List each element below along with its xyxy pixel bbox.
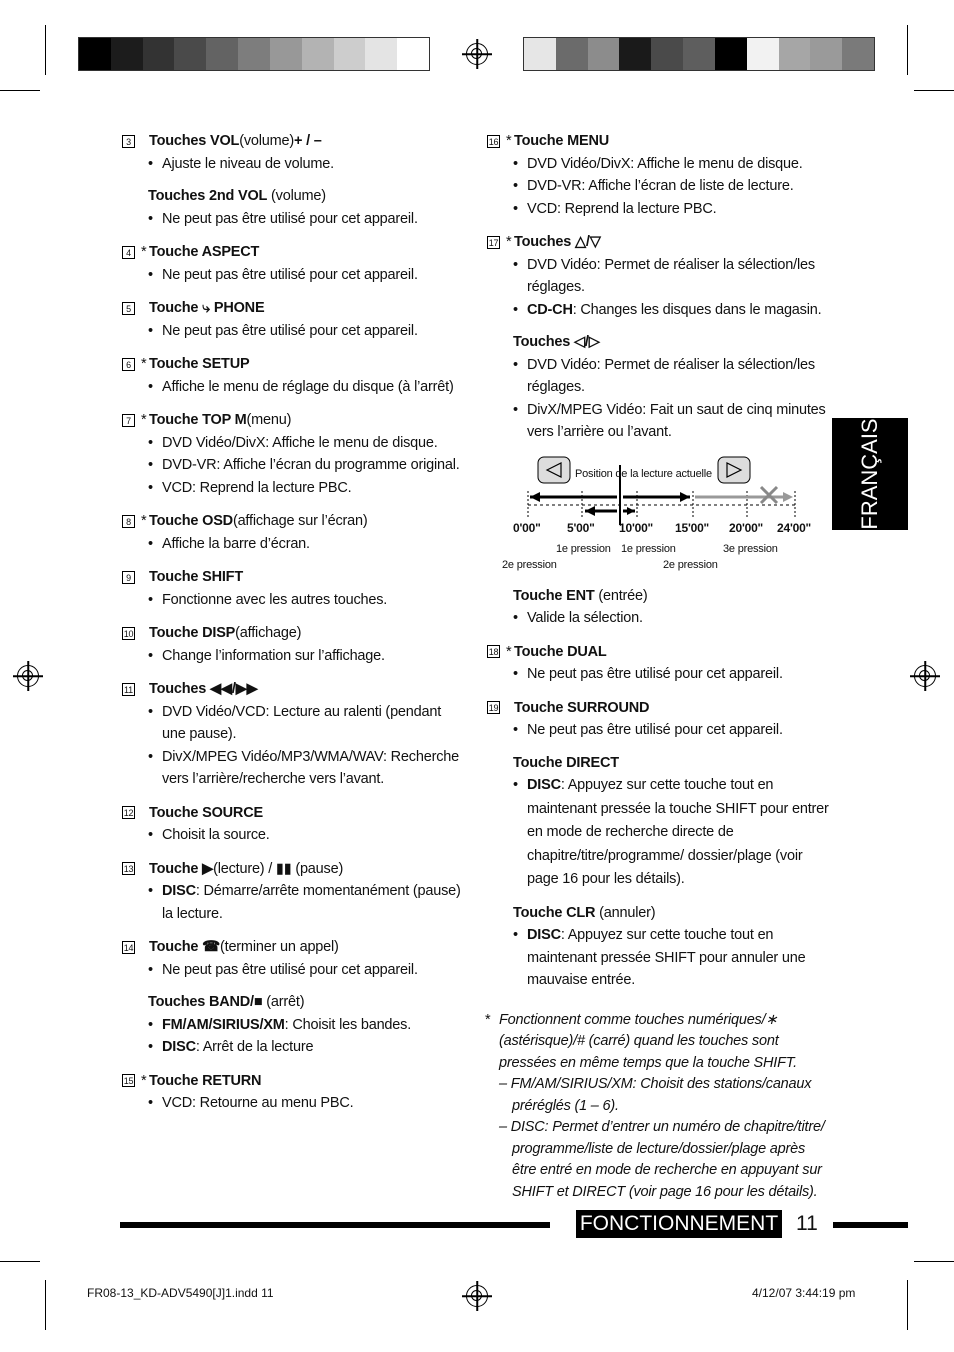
- color-swatch: [238, 38, 270, 70]
- tick-label: 0'00": [513, 520, 541, 535]
- registration-mark-icon: [466, 43, 488, 65]
- bullet-item: • DVD Vidéo: Permet de réaliser la sélection/les réglages.: [527, 254, 830, 299]
- right-column: [485, 130, 830, 1203]
- item-number: 17: [488, 237, 499, 248]
- color-swatch: [206, 38, 238, 70]
- press-label: 2e pression: [502, 558, 557, 571]
- entry-title: Touche SETUP: [149, 356, 250, 372]
- color-swatch: [111, 38, 143, 70]
- seek-diagram: [485, 455, 830, 575]
- sub-heading: Touche CLR (annuler): [513, 904, 656, 921]
- bullet-item: • Valide la sélection.: [527, 607, 830, 630]
- color-swatch: [683, 38, 715, 70]
- bullet-item: • Change l’information sur l’affichage.: [162, 645, 465, 668]
- color-swatch: [524, 38, 556, 70]
- bullet-item: • DVD Vidéo/VCD: Lecture au ralenti (pendant une pause).: [162, 701, 465, 746]
- tick-label: 20'00": [729, 520, 764, 535]
- bullet-item: • DivX/MPEG Vidéo: Fait un saut de cinq minutes vers l’arrière ou l’avant.: [527, 399, 830, 444]
- bullet-item: • Choisit la source.: [162, 824, 465, 847]
- bullet-item: • VCD: Reprend la lecture PBC.: [527, 198, 830, 221]
- bullet-item: • Ne peut pas être utilisé pour cet appareil.: [162, 320, 465, 343]
- entry-title: Touche DUAL: [514, 643, 607, 660]
- bullet-item: • VCD: Retourne au menu PBC.: [162, 1092, 465, 1115]
- forward-button-icon: [718, 457, 750, 483]
- entry-12: [120, 802, 465, 847]
- bullet-item: • Ne peut pas être utilisé pour cet appareil.: [162, 208, 465, 231]
- color-swatch: [365, 38, 397, 70]
- entry-7: 7 * Touche TOP M (menu) • DVD Vidéo/DivX: Affiche le menu de disque. • DVD-VR: Affiche l’écran du programme original. • VCD: Reprend la lecture PBC.: [120, 409, 465, 499]
- crop-mark: [914, 1261, 954, 1262]
- footnote: * Fonctionnent comme touches numériques/∗ (astérisque)/# (carré) quand les touches sont pressées en même temps que la touche SHIFT. – FM/AM/SIRIUS/XM: Choisit des stations/canaux préréglés (1 – 6). – DISC: Permet d’entrer un numéro de chapitre/titre/ programme/liste de lecture/dossier/plage après être entré en mode de recherche en appuyant sur SHIFT et DIRECT (voir page 16 pour les détails).: [485, 1011, 825, 1200]
- bullet-item: • DISC: Démarre/arrête momentanément (pause) la lecture.: [162, 880, 465, 925]
- bullet-item: • FM/AM/SIRIUS/XM: Choisit les bandes.: [162, 1014, 465, 1037]
- language-tab: FRANÇAIS: [832, 418, 908, 530]
- entry-title: Touche SHIFT: [149, 569, 243, 585]
- color-swatch: [747, 38, 779, 70]
- item-number: 19: [488, 703, 499, 714]
- item-number: 14: [123, 942, 134, 953]
- crop-mark: [45, 25, 46, 75]
- entry-title: Touche OSD: [149, 513, 233, 529]
- entry-19: [485, 697, 830, 992]
- footer-rule: [833, 1222, 908, 1228]
- bullet-item: • Ne peut pas être utilisé pour cet appareil.: [162, 264, 465, 287]
- entry-title: Touche ⤷ PHONE: [149, 300, 265, 316]
- color-swatch: [556, 38, 588, 70]
- item-number: 13: [123, 864, 134, 875]
- press-label: 2e pression: [663, 558, 718, 571]
- registration-mark-icon: [466, 1285, 488, 1307]
- item-number: 8: [122, 515, 135, 528]
- slug-file: FR08-13_KD-ADV5490[J]1.indd 11: [87, 1286, 274, 1300]
- bullet-item: • DISC: Appuyez sur cette touche tout en maintenant pressée la touche SHIFT pour entrer en mode de recherche directe de chapitre/titre/programme/ dossier/plage (voir page 16 pour les détails).: [527, 774, 830, 892]
- footer-rule: [120, 1222, 550, 1228]
- entry-10: 10 Touche DISP (affichage) • Change l’information sur l’affichage.: [120, 622, 465, 667]
- entry-15: 15 * Touche RETURN • VCD: Retourne au menu PBC.: [120, 1070, 465, 1115]
- entry-title: Touches △/▽: [514, 234, 601, 250]
- page-number: 11: [796, 1212, 818, 1235]
- tick-label: 24'00": [777, 520, 812, 535]
- entry-4: 4 * Touche ASPECT • Ne peut pas être utilisé pour cet appareil.: [120, 241, 465, 286]
- entry-6: 6 * Touche SETUP • Affiche le menu de réglage du disque (à l’arrêt): [120, 353, 465, 398]
- crop-mark: [907, 25, 908, 75]
- color-swatch: [397, 38, 429, 70]
- bullet-item: • Affiche le menu de réglage du disque (à l’arrêt): [162, 376, 465, 399]
- diagram-caption: Position de la lecture actuelle: [575, 467, 712, 480]
- entry-14: 14 Touche ☎ (terminer un appel) • Ne peut pas être utilisé pour cet appareil. Touches BAND/■ (arrêt) • FM/AM/SIRIUS/XM: Choisit les bandes. • DISC: Arrêt de la lecture: [120, 936, 465, 1059]
- entry-title: Touche RETURN: [149, 1072, 262, 1089]
- entry-title: Touche ▶: [149, 860, 214, 877]
- entry-title: Touche ASPECT: [149, 244, 260, 260]
- item-number: 15: [123, 1076, 134, 1087]
- sub-heading: Touches 2nd VOL (volume): [148, 188, 326, 204]
- entry-title: Touches ◀◀/▶▶: [149, 681, 258, 697]
- entry-11: [120, 678, 465, 791]
- entry-title: Touche DISP: [149, 625, 236, 641]
- color-bar-left: [78, 37, 430, 71]
- sub-heading: Touche DIRECT: [513, 754, 619, 771]
- bullet-item: • DVD Vidéo: Permet de réaliser la sélection/les réglages.: [527, 354, 830, 399]
- slug-date: 4/12/07 3:44:19 pm: [752, 1286, 856, 1300]
- bullet-item: • DVD Vidéo/DivX: Affiche le menu de disque.: [162, 432, 465, 455]
- bullet-item: • DISC: Appuyez sur cette touche tout en maintenant pressée SHIFT pour annuler une mauvaise entrée.: [527, 924, 830, 992]
- crop-mark: [0, 90, 40, 91]
- registration-mark-icon: [17, 665, 39, 687]
- item-number: 5: [122, 302, 135, 315]
- crop-mark: [45, 1280, 46, 1330]
- color-swatch: [143, 38, 175, 70]
- bullet-item: • Ajuste le niveau de volume.: [162, 153, 465, 176]
- bullet-item: • DVD-VR: Affiche l’écran du programme original.: [162, 454, 465, 477]
- entry-title: Touche SOURCE: [149, 804, 263, 821]
- bullet-item: • CD-CH: Changes les disques dans le magasin.: [527, 299, 830, 322]
- color-swatch: [651, 38, 683, 70]
- bullet-item: • VCD: Reprend la lecture PBC.: [162, 477, 465, 500]
- bullet-item: • DVD Vidéo/DivX: Affiche le menu de disque.: [527, 153, 830, 176]
- sub-heading: Touches ◁/▷: [513, 334, 600, 350]
- entry-title: Touche MENU: [514, 133, 610, 149]
- color-swatch: [302, 38, 334, 70]
- entry-16: 16 * Touche MENU • DVD Vidéo/DivX: Affiche le menu de disque. • DVD-VR: Affiche l’écran de liste de lecture. • VCD: Reprend la lecture PBC.: [485, 130, 830, 220]
- entry-9: [120, 566, 465, 611]
- color-swatch: [334, 38, 366, 70]
- item-number: 9: [122, 571, 135, 584]
- entry-17: 17 * Touches △/▽ • DVD Vidéo: Permet de réaliser la sélection/les réglages. • CD-CH: Changes les disques dans le magasin. Touches ◁/▷ • DVD Vidéo: Permet de réaliser la sélection/les réglages. • DivX/MPEG Vidéo: Fait un saut de cinq minutes vers l’arrière ou l’avant.: [485, 231, 830, 444]
- crop-mark: [914, 90, 954, 91]
- item-number: 4: [122, 246, 135, 259]
- bullet-item: • Fonctionne avec les autres touches.: [162, 589, 465, 612]
- bullet-item: • Affiche la barre d’écran.: [162, 533, 465, 556]
- color-swatch: [79, 38, 111, 70]
- bullet-item: • DISC: Arrêt de la lecture: [162, 1036, 465, 1059]
- entry-18: 18 * Touche DUAL • Ne peut pas être utilisé pour cet appareil.: [485, 641, 830, 686]
- entry-ent: Touche ENT (entrée) • Valide la sélection.: [485, 585, 830, 630]
- bullet-item: • DivX/MPEG Vidéo/MP3/WMA/WAV: Recherche vers l’arrière/recherche vers l’avant.: [162, 746, 465, 791]
- back-button-icon: [538, 457, 570, 483]
- press-label: 1e pression: [621, 542, 676, 555]
- color-bar-right: [523, 37, 875, 71]
- item-number: 6: [122, 358, 135, 371]
- entry-3: 3 Touches VOL (volume) + / – • Ajuste le niveau de volume. Touches 2nd VOL (volume) • Ne peut pas être utilisé pour cet appareil.: [120, 130, 465, 230]
- item-number: 10: [123, 628, 134, 639]
- color-swatch: [619, 38, 651, 70]
- entry-8: 8 * Touche OSD (affichage sur l’écran) • Affiche la barre d’écran.: [120, 510, 465, 555]
- entry-5: [120, 297, 465, 342]
- color-swatch: [715, 38, 747, 70]
- bullet-item: • Ne peut pas être utilisé pour cet appareil.: [527, 719, 830, 742]
- color-swatch: [810, 38, 842, 70]
- item-number: 16: [488, 136, 499, 147]
- item-number: 12: [123, 808, 134, 819]
- press-label: 1e pression: [556, 542, 611, 555]
- color-swatch: [779, 38, 811, 70]
- entry-title: Touche SURROUND: [514, 699, 650, 716]
- section-label: FONCTIONNEMENT: [576, 1210, 782, 1238]
- entry-title: Touche ☎: [149, 939, 220, 955]
- color-swatch: [588, 38, 620, 70]
- color-swatch: [842, 38, 874, 70]
- tick-label: 10'00": [619, 520, 654, 535]
- crop-mark: [0, 1261, 40, 1262]
- item-number: 11: [122, 683, 135, 696]
- item-number: 18: [488, 647, 499, 658]
- sub-heading: Touches BAND/■ (arrêt): [148, 994, 305, 1010]
- left-column: [120, 130, 465, 1126]
- bullet-item: • Ne peut pas être utilisé pour cet appareil.: [162, 959, 465, 982]
- entry-title: Touches VOL: [149, 133, 240, 149]
- bullet-item: • Ne peut pas être utilisé pour cet appareil.: [527, 663, 830, 686]
- entry-title: Touche TOP M: [149, 412, 247, 428]
- tick-label: 5'00": [567, 520, 595, 535]
- tick-label: 15'00": [675, 520, 710, 535]
- bullet-item: • DVD-VR: Affiche l’écran de liste de lecture.: [527, 175, 830, 198]
- color-swatch: [174, 38, 206, 70]
- press-label: 3e pression: [723, 542, 778, 555]
- registration-mark-icon: [914, 665, 936, 687]
- crop-mark: [907, 1280, 908, 1330]
- color-swatch: [270, 38, 302, 70]
- entry-13: 13 Touche ▶ (lecture) / ▮▮ (pause) • DISC: Démarre/arrête momentanément (pause) la lecture.: [120, 858, 465, 926]
- item-number: 3: [122, 135, 135, 148]
- item-number: 7: [122, 414, 135, 427]
